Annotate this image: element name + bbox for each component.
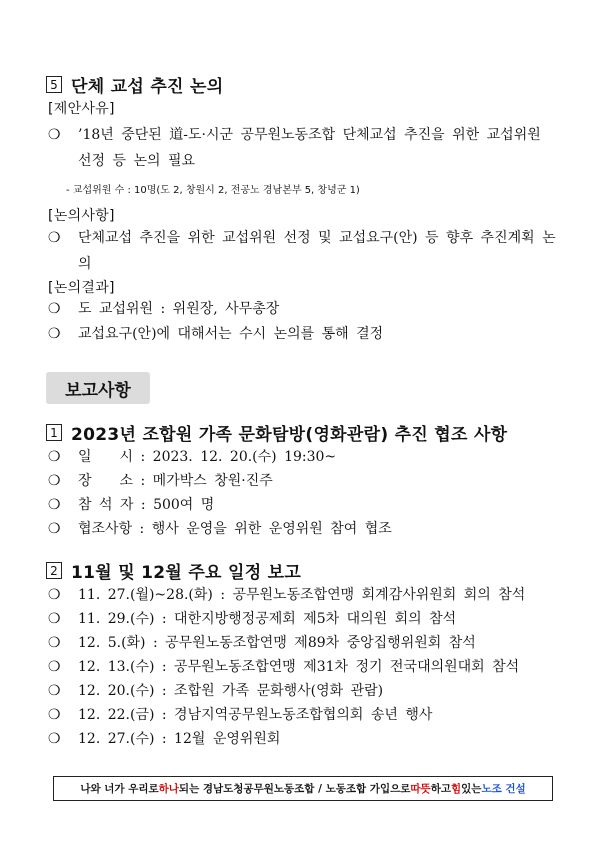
circle-bullet-icon: ❍ <box>48 707 61 723</box>
report-heading-box: 보고사항 <box>46 372 150 404</box>
circle-bullet-icon: ❍ <box>48 659 61 675</box>
list-item: ❍ 12. 27.(수) : 12월 운영위원회 <box>48 726 560 752</box>
discussion-result-label: [논의결과] <box>48 280 115 296</box>
list-item: ❍ 교섭요구(안)에 대해서는 수시 논의를 통해 결정 <box>48 321 560 347</box>
circle-bullet-icon: ❍ <box>48 449 61 465</box>
circle-bullet-icon: ❍ <box>48 326 61 342</box>
circle-bullet-icon: ❍ <box>48 731 61 747</box>
section-2-heading <box>46 558 301 583</box>
list-item: ❍ 12. 5.(화) : 공무원노동조합연맹 제89차 중앙집행위원회 참석 <box>48 630 560 656</box>
footer-slogan: 나와 너가 우리로 하나 되는 경남도청공무원노동조합 / 노동조합 가입으로 따뜻 하고 힘 있는 노조 건설 <box>53 776 553 801</box>
circle-bullet-icon: ❍ <box>48 587 61 603</box>
sub-item: - 교섭위원 수 : 10명(도 2, 창원시 2, 전공노 경남본부 5, 창녕군 1) <box>66 185 360 196</box>
section-1-heading <box>46 420 507 445</box>
circle-bullet-icon: ❍ <box>48 127 61 143</box>
section-title: 11월 및 12월 주요 일정 보고 <box>71 563 302 583</box>
list-item: ❍ 협조사항 : 행사 운영을 위한 운영위원 참여 협조 <box>48 516 560 542</box>
discussion-matter-label: [논의사항] <box>48 208 115 224</box>
list-item: ❍ 단체교섭 추진을 위한 교섭위원 선정 및 교섭요구(안) 등 향후 추진계획 논의 <box>48 225 560 277</box>
section-title: 단체 교섭 추진 논의 <box>71 77 224 97</box>
section-number: 5 <box>46 76 62 93</box>
circle-bullet-icon: ❍ <box>48 635 61 651</box>
circle-bullet-icon: ❍ <box>48 230 61 246</box>
section-5-heading <box>46 72 223 97</box>
list-item: ❍ 도 교섭위원 : 위원장, 사무총장 <box>48 296 560 322</box>
section-number: 1 <box>46 424 62 441</box>
circle-bullet-icon: ❍ <box>48 683 61 699</box>
list-item: ❍ 장 소 : 메가박스 창원·진주 <box>48 468 560 494</box>
list-item: ❍ 11. 27.(월)~28.(화) : 공무원노동조합연맹 회계감사위원회 회의 참석 <box>48 582 560 608</box>
circle-bullet-icon: ❍ <box>48 497 61 513</box>
list-item: ❍ 12. 13.(수) : 공무원노동조합연맹 제31차 정기 전국대의원대회 참석 <box>48 654 560 680</box>
list-item: ❍ 11. 29.(수) : 대한지방행정공제회 제5차 대의원 회의 참석 <box>48 606 560 632</box>
list-item: ❍ 참 석 자 : 500여 명 <box>48 492 560 518</box>
circle-bullet-icon: ❍ <box>48 611 61 627</box>
list-item: ❍ 12. 20.(수) : 조합원 가족 문화행사(영화 관람) <box>48 678 560 704</box>
section-title: 2023년 조합원 가족 문화탐방(영화관람) 추진 협조 사항 <box>71 425 508 445</box>
section-number: 2 <box>46 562 62 579</box>
list-item: ❍ 일 시 : 2023. 12. 20.(수) 19:30~ <box>48 444 560 470</box>
proposal-reason-label: [제안사유] <box>48 101 115 117</box>
circle-bullet-icon: ❍ <box>48 301 61 317</box>
list-item: ❍ ’18년 중단된 道-도·시군 공무원노동조합 단체교섭 추진을 위한 교섭위원 선정 등 논의 필요 <box>48 122 560 174</box>
list-item: ❍ 12. 22.(금) : 경남지역공무원노동조합협의회 송년 행사 <box>48 702 560 728</box>
circle-bullet-icon: ❍ <box>48 473 61 489</box>
circle-bullet-icon: ❍ <box>48 521 61 537</box>
